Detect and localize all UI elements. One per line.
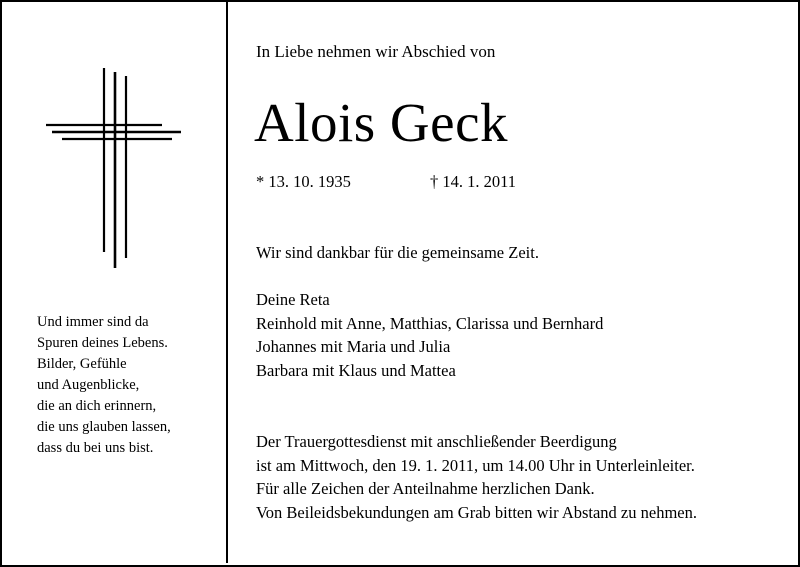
poem-line: Spuren deines Lebens. [37, 335, 168, 351]
thanks-text: Wir sind dankbar für die gemeinsame Zeit. [256, 243, 539, 262]
poem-line: Bilder, Gefühle [37, 356, 127, 372]
birth-date: * 13. 10. 1935 [256, 172, 351, 191]
death-date: † 14. 1. 2011 [430, 172, 517, 191]
family-list [256, 288, 603, 382]
column-divider [226, 0, 228, 563]
poem-line: die uns glauben lassen, [37, 419, 171, 435]
cross-icon [44, 68, 184, 268]
service-line: ist am Mittwoch, den 19. 1. 2011, um 14.00 Uhr in Unterleinleiter. [256, 455, 695, 475]
poem-line: Und immer sind da [37, 314, 149, 330]
family-line: Deine Reta [256, 290, 330, 309]
family-line: Johannes mit Maria und Julia [256, 337, 451, 356]
deceased-name: Alois Geck [254, 92, 508, 153]
family-line: Reinhold mit Anne, Matthias, Clarissa und Bernhard [256, 313, 604, 333]
family-line: Barbara mit Klaus und Mattea [256, 360, 456, 380]
service-line: Von Beileidsbekundungen am Grab bitten wir Abstand zu nehmen. [256, 502, 697, 522]
poem-line: und Augenblicke, [37, 377, 140, 393]
service-line: Für alle Zeichen der Anteilnahme herzlichen Dank. [256, 479, 595, 498]
intro-text: In Liebe nehmen wir Abschied von [256, 42, 496, 61]
poem-line: die an dich erinnern, [37, 398, 157, 414]
service-line: Der Trauergottesdienst mit anschließender Beerdigung [256, 432, 617, 451]
poem-line: dass du bei uns bist. [37, 440, 154, 456]
service-info [256, 430, 697, 524]
poem [37, 312, 171, 459]
